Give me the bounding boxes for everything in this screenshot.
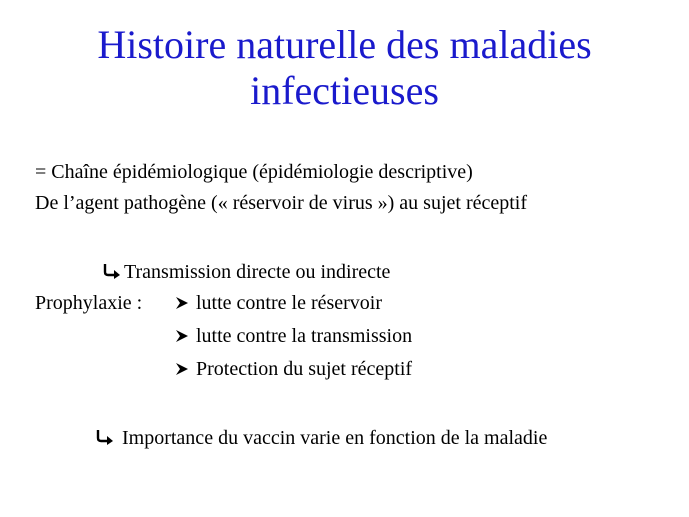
agent-text: De l’agent pathogène (« réservoir de virus ») au sujet réceptif — [35, 192, 528, 214]
curved-arrow-icon — [103, 263, 121, 279]
definition-text: = Chaîne épidémiologique (épidémiologie descriptive) — [35, 161, 473, 183]
importance-text: Importance du vaccin varie en fonction de la maladie — [122, 427, 548, 449]
prophylaxie-item-3-text: Protection du sujet réceptif — [196, 358, 413, 380]
slide-title-line-2: infectieuses — [250, 68, 439, 113]
prophylaxie-item-2 — [175, 324, 412, 348]
slide-title-line-1: Histoire naturelle des maladies — [97, 22, 592, 67]
arrowhead-bullet-icon — [175, 329, 189, 343]
prophylaxie-item-3 — [175, 357, 412, 381]
agent-line — [35, 191, 527, 215]
prophylaxie-item-2-text: lutte contre la transmission — [196, 325, 413, 347]
curved-arrow-icon — [96, 429, 114, 445]
arrowhead-bullet-icon — [175, 362, 189, 376]
transmission-line — [103, 260, 390, 284]
slide-title — [0, 22, 689, 114]
arrowhead-bullet-icon — [175, 296, 189, 310]
importance-line — [96, 426, 547, 450]
prophylaxie-label-line — [35, 291, 142, 315]
prophylaxie-label: Prophylaxie : — [35, 292, 143, 314]
prophylaxie-item-1-text: lutte contre le réservoir — [196, 292, 383, 314]
definition-line — [35, 160, 473, 184]
transmission-text: Transmission directe ou indirecte — [124, 261, 391, 283]
prophylaxie-item-1 — [175, 291, 382, 315]
